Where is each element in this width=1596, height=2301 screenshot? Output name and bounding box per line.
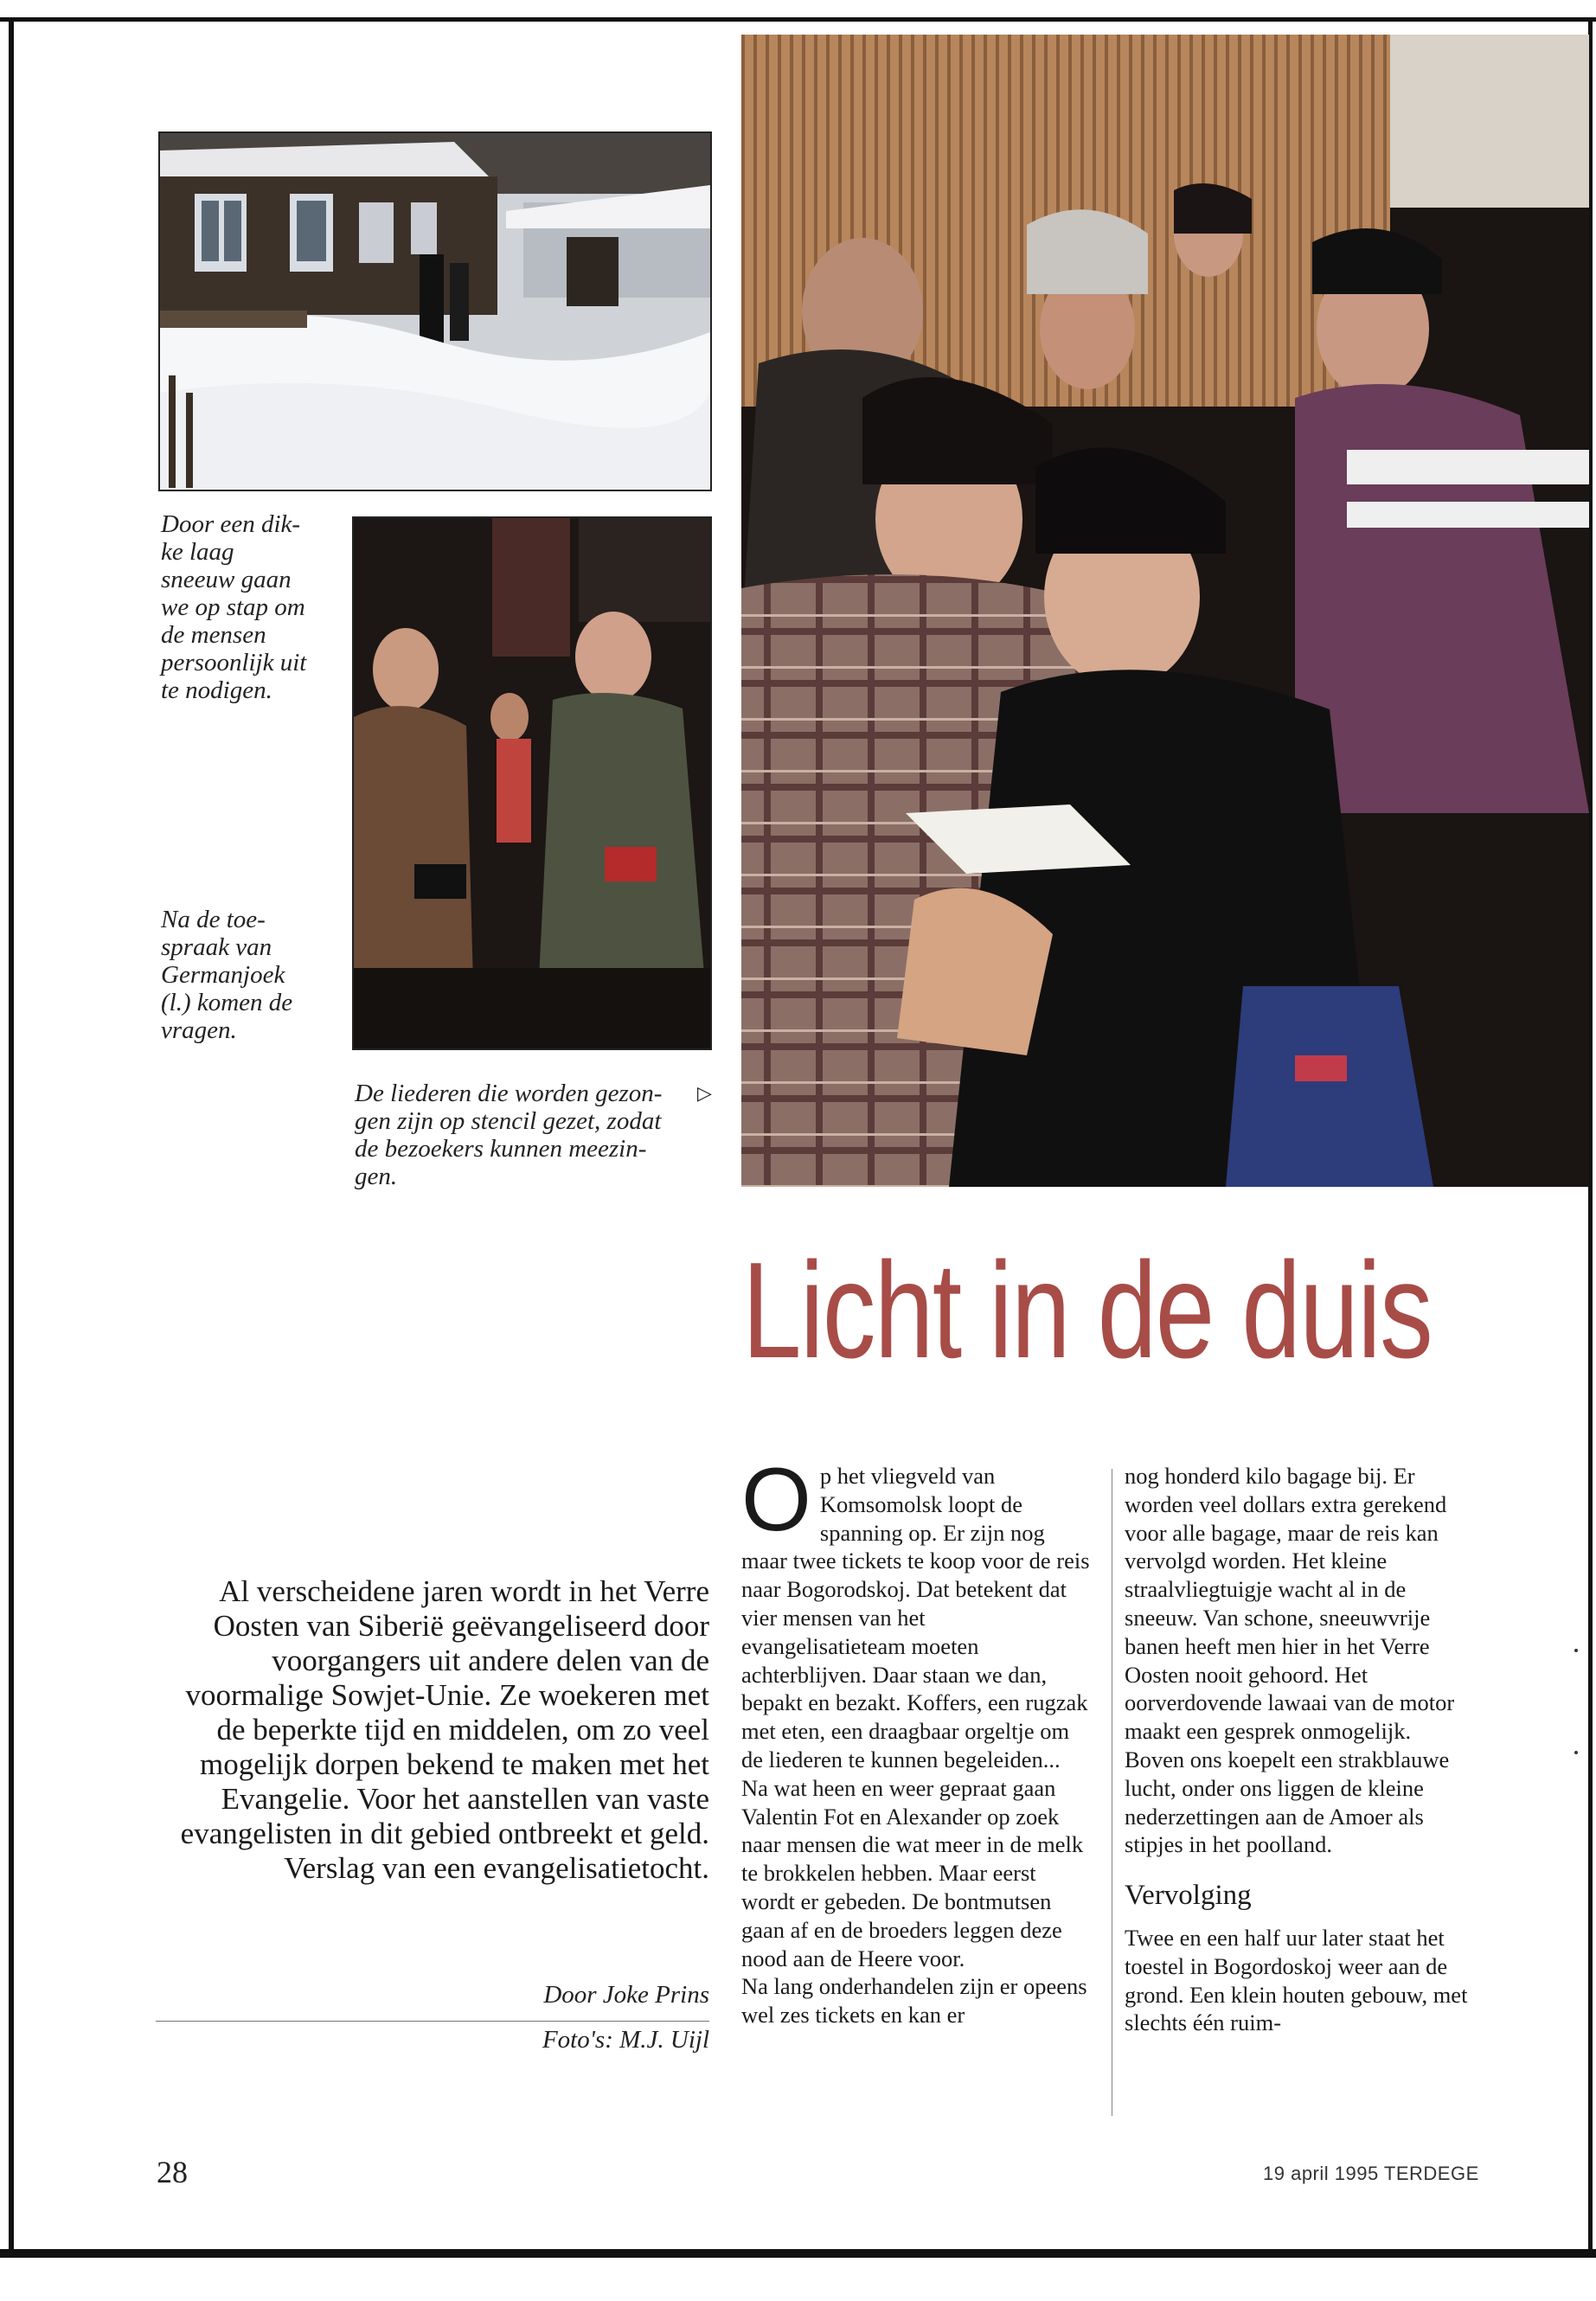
- issue-date: 19 april 1995 TERDEGE: [1263, 2163, 1479, 2184]
- article-paragraph-1: p het vliegveld van Komsomolsk loopt de spanning op. Er zijn nog maar twee tickets te koop voor de reis naar Bogorodskoj. Dat betekent dat vier mensen van het evangelisatieteam moeten achterblijven. Daar staan we dan, bepakt en bezakt. Koffers, een rugzak met eten, een draagbaar orgeltje om de liederen te kunnen begeleiden... Na wat heen en weer gepraat gaan Valentin Fot en Alexander op zoek naar mensen die wat meer in de melk te brokkelen hebben. Maar eerst wordt er gebeden. De bontmutsen gaan af en de broeders leggen deze nood aan de Heere voor.: [741, 1463, 1090, 1971]
- caption-songs: [355, 1080, 718, 1190]
- margin-mark: [1574, 1649, 1578, 1652]
- left-border: [9, 17, 14, 2258]
- arrow-right-icon: ▷: [697, 1082, 712, 1104]
- caption-songs-text: De liederen die worden gezon- gen zijn op stencil gezet, zodat de bezoekers kunnen meezin- gen.: [355, 1080, 663, 1190]
- article-intro: Al verscheidene jaren wordt in het Verre Oosten van Siberië geëvangeliseerd door voorgangers uit andere delen van de voormalige Sowjet-Unie. Ze woekeren met de beperkte tijd en middelen, om zo veel mogelijk dorpen bekend te maken met het Evangelie. Voor het aanstellen van vaste evangelisten in dit gebied ontbreekt et geld. Verslag van een evangelisatietocht.: [180, 1574, 709, 1885]
- byline-author: Door Joke Prins: [543, 1981, 709, 2009]
- article-paragraph-4: Twee en een half uur later staat het toestel in Bogordoskoj weer aan de grond. Een klein houten gebouw, met slechts één ruim-: [1125, 1924, 1468, 2036]
- caption-snow: Door een dik- ke laag sneeuw gaan we op stap om de mensen persoonlijk uit te nodigen.: [161, 510, 307, 704]
- singing-photo: [741, 35, 1589, 1187]
- drop-cap: O: [741, 1450, 811, 1550]
- top-border: [0, 17, 1596, 22]
- caption-speech: Na de toe- spraak van Germanjoek (l.) komen de vragen.: [161, 906, 293, 1044]
- article-subheading: Vervolging: [1125, 1880, 1252, 1912]
- snow-scene-image: [160, 133, 710, 490]
- byline-photos: Foto's: M.J. Uijl: [542, 2026, 709, 2054]
- article-headline: Licht in de duis: [742, 1234, 1433, 1387]
- meeting-photo: [352, 516, 712, 1050]
- snow-photo: [158, 131, 712, 491]
- margin-mark: [1574, 1751, 1578, 1754]
- meeting-scene-image: [354, 518, 710, 1048]
- article-column-2: [1125, 1462, 1471, 2037]
- singing-scene-image: [741, 35, 1589, 1187]
- article-paragraph-2: Na lang onderhandelen zijn er opeens wel zes tickets en kan er: [741, 1973, 1087, 2029]
- page-number: 28: [157, 2155, 188, 2189]
- article-column-1: [741, 1450, 1091, 2029]
- bottom-border: [0, 2249, 1596, 2258]
- article-paragraph-3: nog honderd kilo bagage bij. Er worden veel dollars extra gerekend voor alle bagage, maar de reis kan vervolgd worden. Het kleine straalvliegtuigje wacht al in de sneeuw. Van schone, sneeuwvrije banen heeft men hier in het Verre Oosten nooit gehoord. Het oorverdovende lawaai van de motor maakt een gesprek onmogelijk. Boven ons koepelt een strakblauwe lucht, onder ons liggen de kleine nederzettingen aan de Amoer als stipjes in het poolland.: [1125, 1463, 1455, 1858]
- byline-divider: [156, 2021, 709, 2022]
